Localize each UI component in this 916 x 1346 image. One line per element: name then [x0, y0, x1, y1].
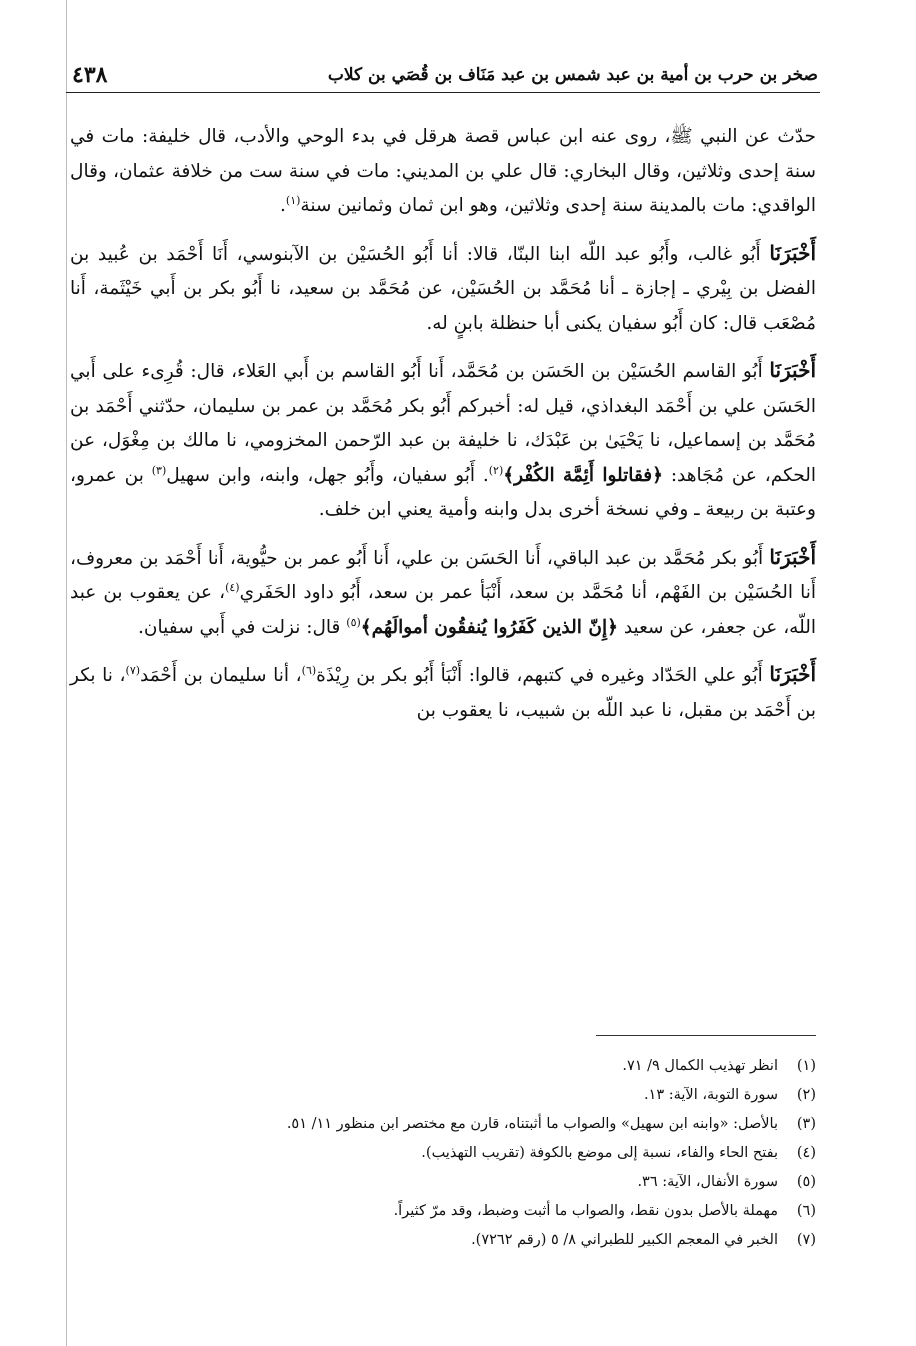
- footnote: [120, 1110, 816, 1139]
- paragraph-4: [70, 540, 816, 646]
- text: .: [280, 195, 286, 216]
- text: بن عمرو، وعتبة بن ربيعة ـ وفي نسخة أخرى بدل وابنه وأمية يعني ابن خلف.: [70, 464, 816, 520]
- text: ، نا بكر بن أَحْمَد بن مقبل، نا عبد اللّه بن شبيب، نا يعقوب بن: [70, 665, 816, 721]
- paragraph-5: [70, 657, 816, 728]
- akhbarana-lead: أَخْبَرَنَا: [769, 544, 816, 569]
- footnote: [120, 1226, 816, 1255]
- footnote: [120, 1197, 816, 1226]
- footnote-number: (٣): [796, 1116, 816, 1132]
- footnote: [120, 1081, 816, 1110]
- text: أَبُو علي الحَدّاد وغيره في كتبهم، قالوا: أَنْبَأ أَبُو بكر بن رِيْذَة: [316, 665, 770, 686]
- footnote-text: الخبر في المعجم الكبير للطبراني ٨/ ٥ (رقم ٧٢٦٢).: [471, 1232, 778, 1248]
- footnote: [120, 1052, 816, 1081]
- footnote-ref-6[interactable]: (٦): [301, 663, 317, 677]
- footnote-text: بفتح الحاء والفاء، نسبة إلى موضع بالكوفة (تقريب التهذيب).: [421, 1145, 778, 1161]
- quran-quote: ﴿فقاتلوا أَئِمَّة الكُفْر﴾: [503, 464, 663, 486]
- footnote-text: انظر تهذيب الكمال ٩/ ٧١.: [622, 1058, 778, 1074]
- footnote-number: (٥): [796, 1174, 816, 1190]
- footnote-number: (٧): [796, 1232, 816, 1248]
- akhbarana-lead: أَخْبَرَنَا: [769, 358, 816, 382]
- footnote-text: بالأصل: «وابنه ابن سهيل» والصواب ما أثبتناه، قارن مع مختصر ابن منظور ١١/ ٥١.: [286, 1116, 778, 1132]
- footnote: [120, 1168, 816, 1197]
- footnote-number: (٤): [796, 1145, 816, 1161]
- footnote-ref-2[interactable]: (٢): [488, 463, 504, 477]
- paragraph-1: [70, 120, 816, 224]
- footnote: [120, 1139, 816, 1168]
- akhbarana-lead: أَخْبَرَنَا: [769, 662, 816, 686]
- main-text: [70, 120, 816, 740]
- binding-line: [66, 0, 67, 1346]
- footnote-text: سورة الأنفال، الآية: ٣٦.: [637, 1174, 778, 1190]
- footnote-ref-1[interactable]: (١): [285, 193, 301, 207]
- footnote-number: (١): [796, 1058, 816, 1074]
- footnote-ref-3[interactable]: (٣): [151, 463, 167, 477]
- text: ، عن يعقوب بن عبد اللّه، عن جعفر، عن سعيد: [70, 582, 816, 638]
- text: ، أنا سليمان بن أَحْمَد: [140, 665, 302, 686]
- akhbarana-lead: أَخْبَرَنَا: [769, 240, 816, 265]
- page-header: [72, 60, 818, 90]
- footnotes: [120, 1052, 816, 1255]
- footnote-number: (٦): [796, 1203, 816, 1219]
- paragraph-3: [70, 353, 816, 528]
- running-title: صخر بن حرب بن أمية بن عبد شمس بن عبد مَنَاف بن قُصَي بن كلاب: [327, 65, 818, 85]
- text: أَبُو غالب، وأَبُو عبد اللّه ابنا البنّا، قالا: أنا أَبُو الحُسَيْن بن الآبنوسي، أَنَا أَحْمَد بن عُبيد بن الفضل بن بِيْري ـ إجازة ـ أنا مُحَمَّد بن الحُسَيْن، عن مُحَمَّد بن سعيد، نا أَبُو بكر بن أَبي خَيْثَمة، أَنا مُصْعَب قال: كان أَبُو سفيان يكنى أبا حنظلة بابنٍ له.: [70, 243, 816, 334]
- text: . أَبُو سفيان، وأَبُو جهل، وابنه، وابن سهيل: [166, 464, 489, 486]
- text: قال: نزلت في أَبي سفيان.: [138, 616, 347, 638]
- text: أَبُو القاسم الحُسَيْن بن الحَسَن بن مُحَمَّد، أَنا أَبُو القاسم بن أَبي العَلاء، قال: قُرِىء على أَبي الحَسَن علي بن أَحْمَد البغداذي، قيل له: أخبركم أَبُو بكر مُحَمَّد بن عمر بن سليمان، حدّثني أَحْمَد بن مُحَمَّد بن إسماعيل، نا يَحْيَىٰ بن عَبْدَك، نا خليفة بن عبد الرّحمن المخزومي، نا مالك بن مِغْوَل، عن الحكم، عن مُجَاهد:: [70, 361, 817, 486]
- paragraph-2: [70, 236, 816, 342]
- footnote-text: سورة التوبة، الآية: ١٣.: [643, 1087, 778, 1103]
- footnote-ref-5[interactable]: (٥): [346, 615, 361, 629]
- footnote-ref-7[interactable]: (٧): [125, 663, 141, 677]
- footnote-text: مهملة بالأصل بدون نقط، والصواب ما أثبت وضبط، وقد مرّ كثيراً.: [393, 1203, 778, 1219]
- footnote-ref-4[interactable]: (٤): [225, 580, 240, 594]
- quran-quote: ﴿إِنّ الذين كَفَرُوا يُنفقُون أموالَهُم﴾: [360, 616, 618, 638]
- header-rule: [66, 92, 820, 93]
- footnote-rule: [596, 1035, 816, 1036]
- page-number: ٤٣٨: [72, 62, 108, 88]
- text: حدّث عن النبي ﷺ، روى عنه ابن عباس قصة هرقل في بدء الوحي والأدب، قال خليفة: مات في سنة إحدى وثلاثين، وقال البخاري: قال علي بن المديني: مات في سنة ست من خلافة عثمان، وقال الواقدي: مات بالمدينة سنة إحدى وثلاثين، وهو ابن ثمان وثمانين سنة: [70, 126, 816, 216]
- text: أَبُو بكر مُحَمَّد بن عبد الباقي، أَنا الحَسَن بن علي، أَنا أَبُو عمر بن حيُّوية، أَنا أَحْمَد بن معروف، أَنا الحُسَيْن بن الفَهْم، أنا مُحَمَّد بن سعد، أَنْبَأ عمر بن سعد، أَبُو داود الحَفَري: [70, 547, 816, 603]
- footnote-number: (٢): [796, 1087, 816, 1103]
